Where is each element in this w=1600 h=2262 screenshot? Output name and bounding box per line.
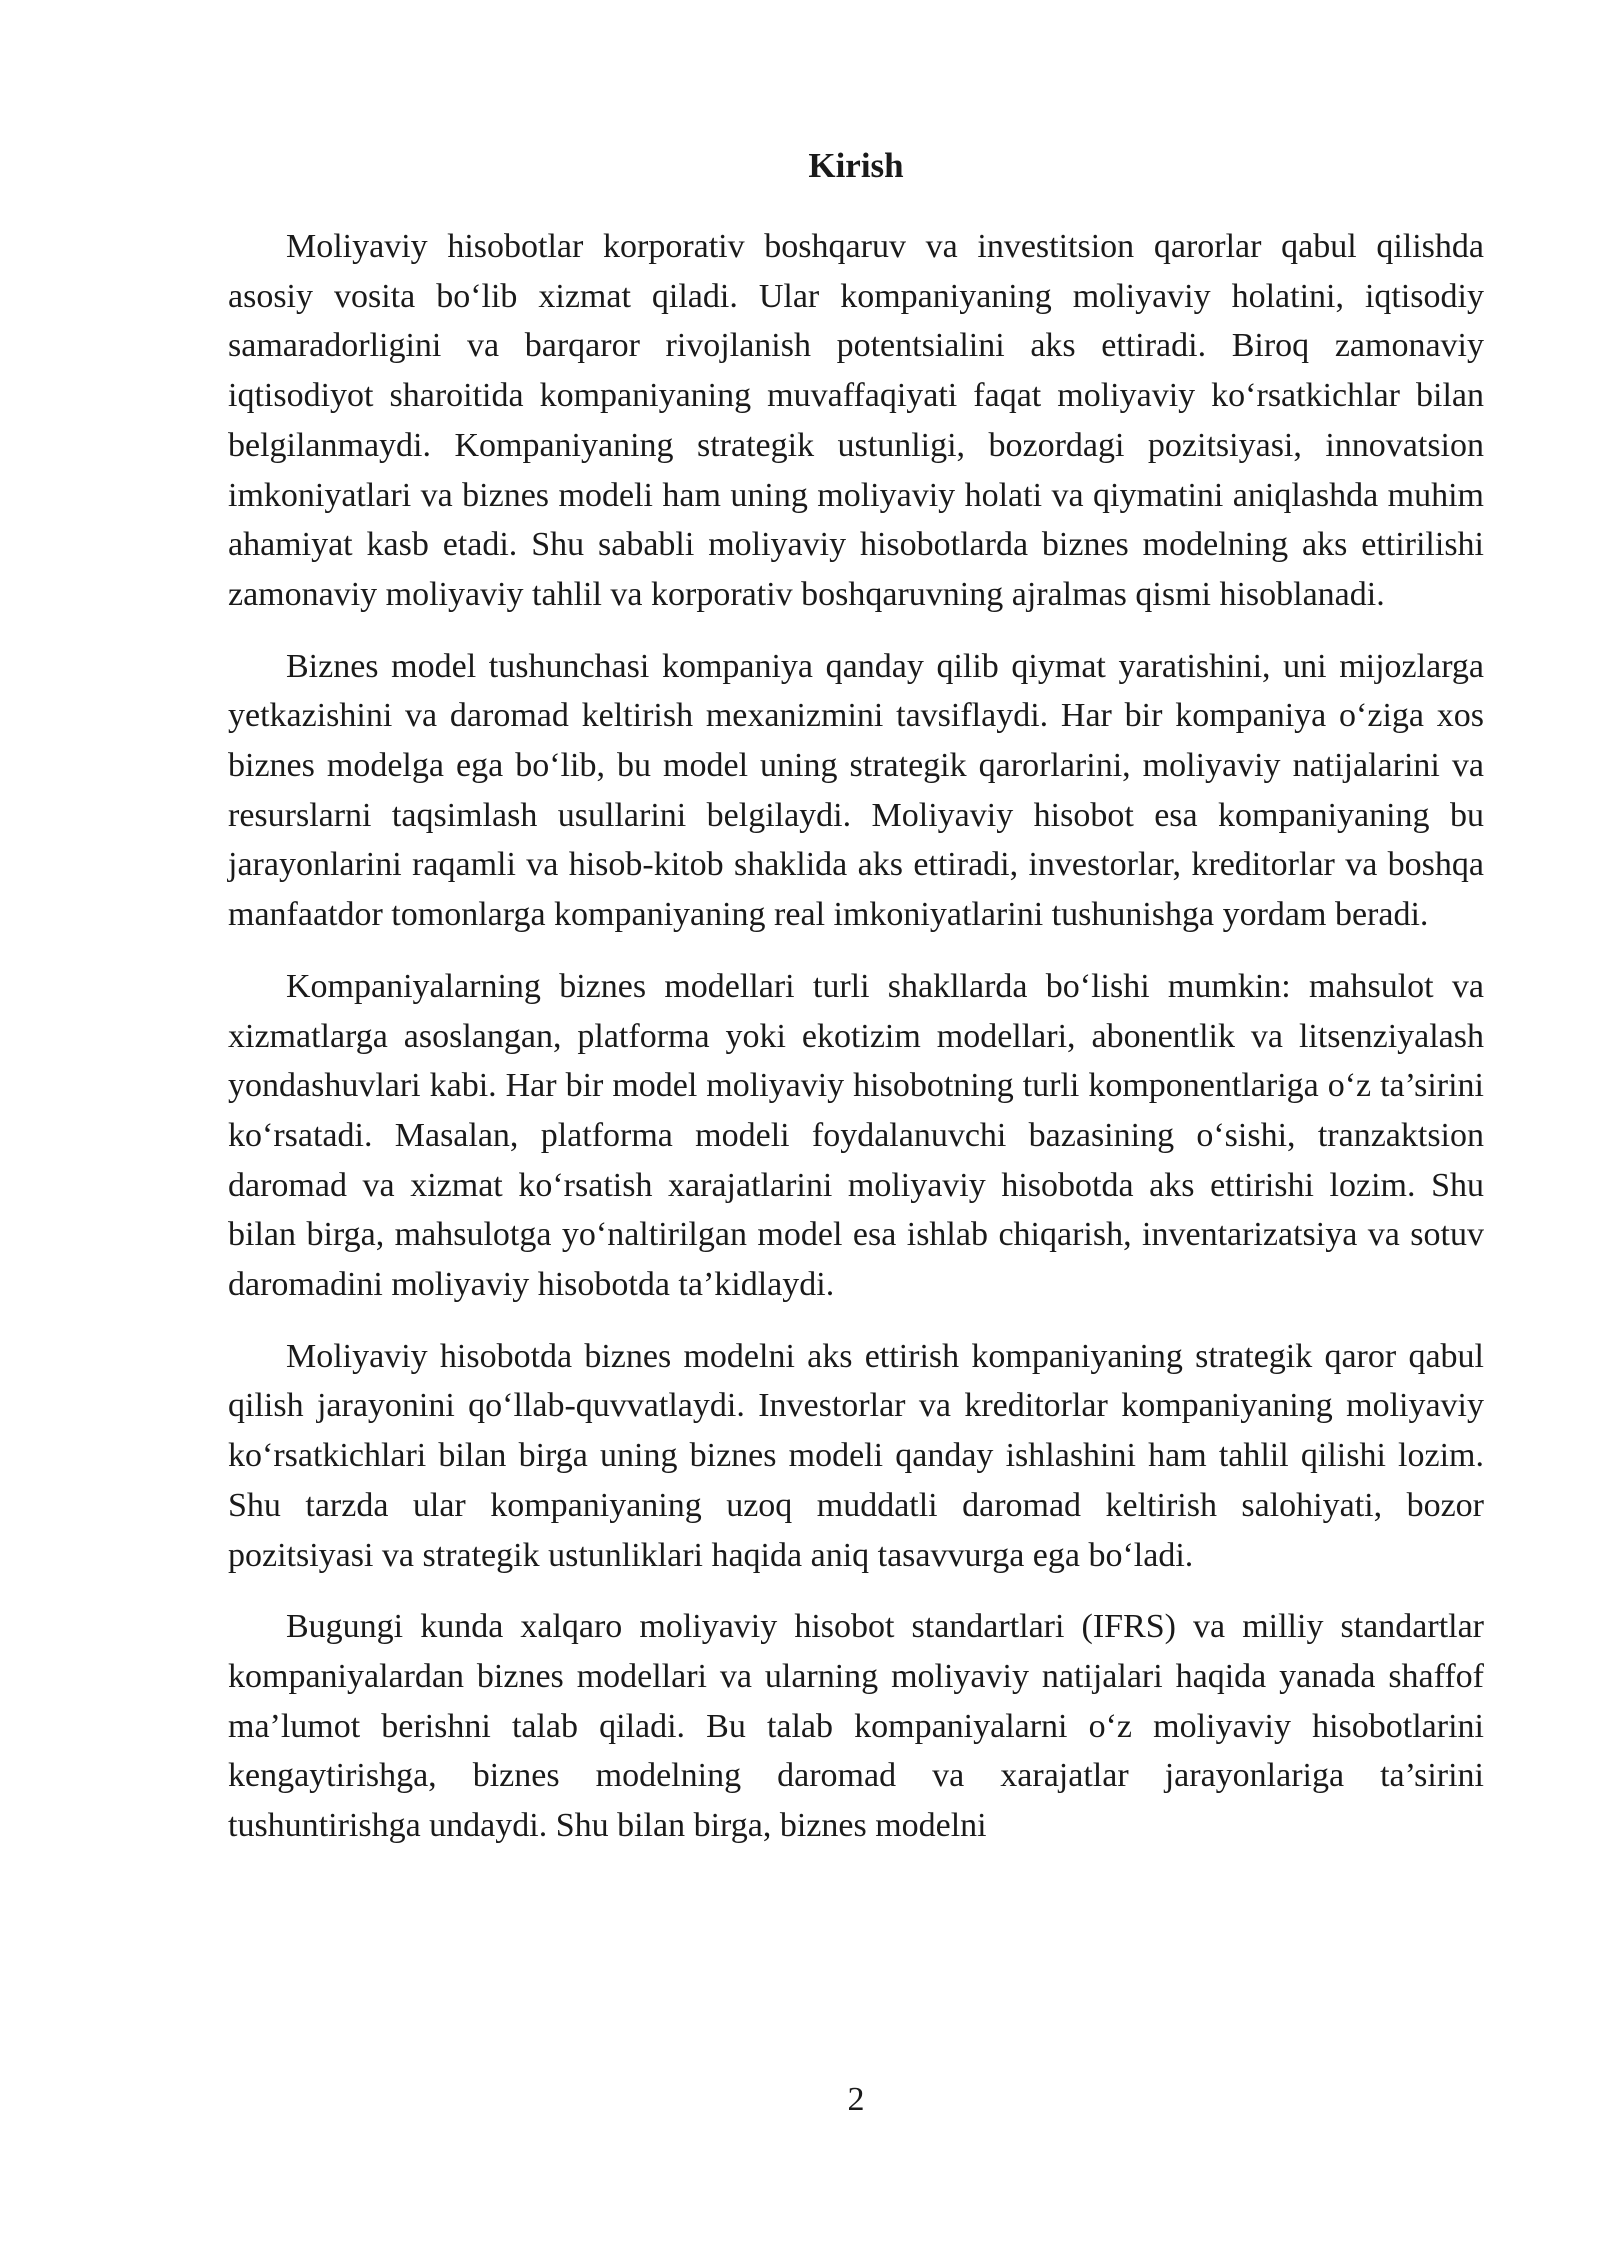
paragraph-1: Moliyaviy hisobotlar korporativ boshqaruv va investitsion qarorlar qabul qilishda asosiy vosita bo‘lib xizmat qiladi. Ular kompaniyaning moliyaviy holatini, iqtisodiy samaradorligini va barqaror rivojlanish potentsialini aks ettiradi. Biroq zamonaviy iqtisodiyot sharoitida kompaniyaning muvaffaqiyati faqat moliyaviy ko‘rsatkichlar bilan belgilanmaydi. Kompaniyaning strategik ustunligi, bozordagi pozitsiyasi, innovatsion imkoniyatlari va biznes modeli ham uning moliyaviy holati va qiymatini aniqlashda muhim ahamiyat kasb etadi. Shu sababli moliyaviy hisobotlarda biznes modelning aks ettirilishi zamonaviy moliyaviy tahlil va korporativ boshqaruvning ajralmas qismi hisoblanadi.: [228, 228, 1484, 613]
document-body: [228, 222, 1484, 1873]
paragraph-4: Moliyaviy hisobotda biznes modelni aks ettirish kompaniyaning strategik qaror qabul qilish jarayonini qo‘llab-quvvatlaydi. Investorlar va kreditorlar kompaniyaning moliyaviy ko‘rsatkichlari bilan birga uning biznes modeli qanday ishlashini ham tahlil qilishi lozim. Shu tarzda ular kompaniyaning uzoq muddatli daromad keltirish salohiyati, bozor pozitsiyasi va strategik ustunliklari haqida aniq tasavvurga ega bo‘ladi.: [228, 1337, 1484, 1574]
paragraph-3: Kompaniyalarning biznes modellari turli shakllarda bo‘lishi mumkin: mahsulot va xizmatlarga asoslangan, platforma yoki ekotizim modellari, abonentlik va litsenziyalash yondashuvlari kabi. Har bir model moliyaviy hisobotning turli komponentlariga o‘z ta’sirini ko‘rsatadi. Masalan, platforma modeli foydalanuvchi bazasining o‘sishi, tranzaktsion daromad va xizmat ko‘rsatish xarajatlarini moliyaviy hisobotda aks ettirishi lozim. Shu bilan birga, mahsulotga yo‘naltirilgan model esa ishlab chiqarish, inventarizatsiya va sotuv daromadini moliyaviy hisobotda ta’kidlaydi.: [228, 967, 1484, 1304]
paragraph-5: Bugungi kunda xalqaro moliyaviy hisobot standartlari (IFRS) va milliy standartlar kompaniyalardan biznes modellari va ularning moliyaviy natijalari haqida yanada shaffof ma’lumot berishni talab qiladi. Bu talab kompaniyalarni o‘z moliyaviy hisobotlarini kengaytirishga, biznes modelning daromad va xarajatlar jarayonlariga ta’sirini tushuntirishga undaydi. Shu bilan birga, biznes modelni: [228, 1608, 1484, 1845]
section-heading: Kirish: [808, 146, 904, 185]
paragraph-2: Biznes model tushunchasi kompaniya qanday qilib qiymat yaratishini, uni mijozlarga yetkazishini va daromad keltirish mexanizmini tavsiflaydi. Har bir kompaniya o‘ziga xos biznes modelga ega bo‘lib, bu model uning strategik qarorlarini, moliyaviy natijalarini va resurslarni taqsimlash usullarini belgilaydi. Moliyaviy hisobot esa kompaniyaning bu jarayonlarini raqamli va hisob-kitob shaklida aks ettiradi, investorlar, kreditorlar va boshqa manfaatdor tomonlarga kompaniyaning real imkoniyatlarini tushunishga yordam beradi.: [228, 647, 1484, 934]
page-number: 2: [847, 2081, 865, 2118]
